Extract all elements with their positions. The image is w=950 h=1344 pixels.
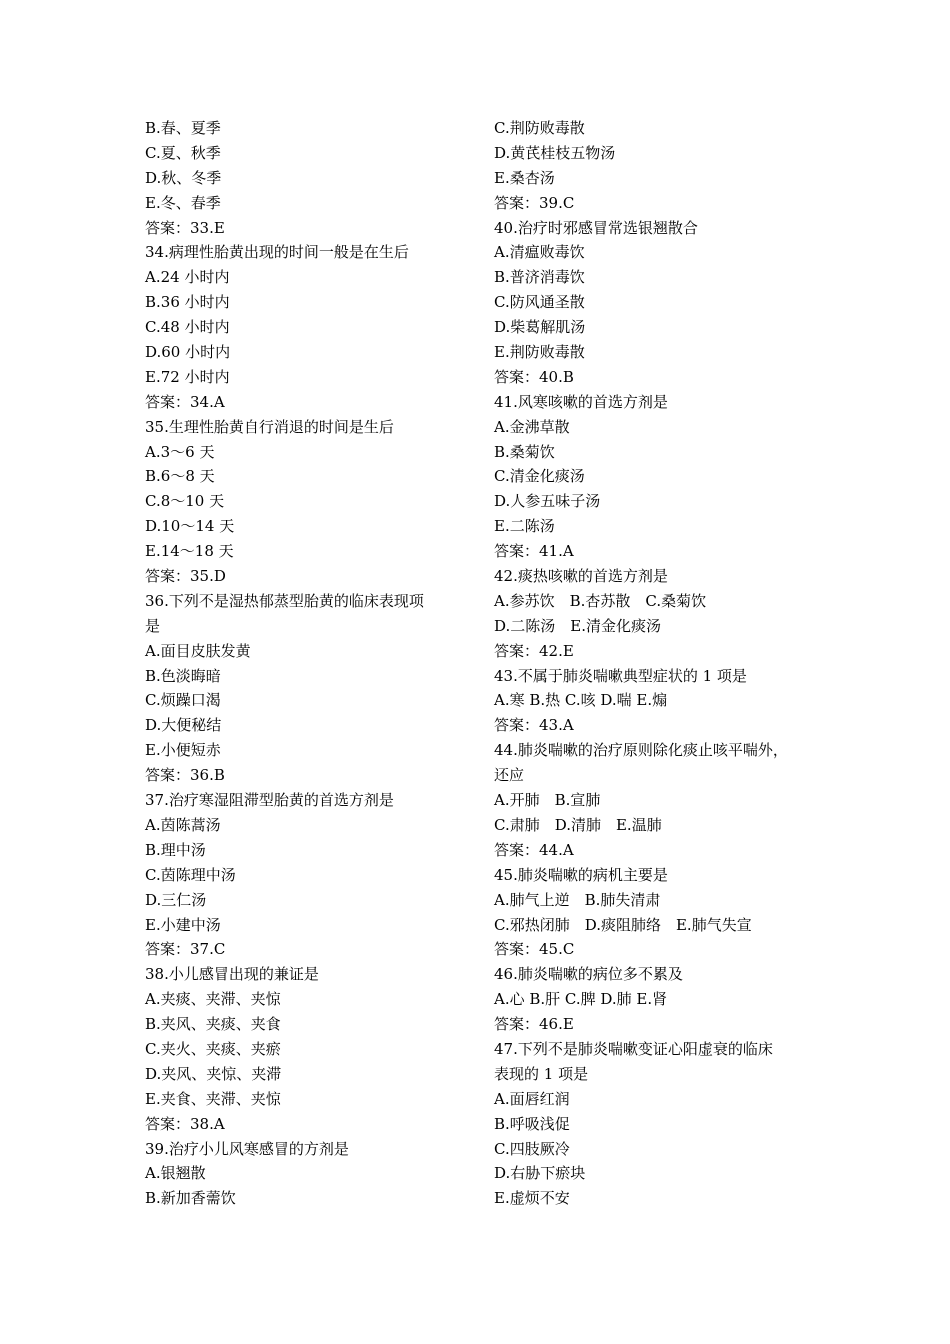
text-line: A.肺气上逆 B.肺失清肃	[494, 890, 661, 909]
left-column	[145, 116, 475, 1211]
text-line: A.3～6 天	[145, 442, 215, 461]
text-line: B.36 小时内	[145, 293, 230, 312]
text-line: E.虚烦不安	[494, 1189, 570, 1208]
text-line: E.夹食、夹滞、夹惊	[145, 1089, 281, 1108]
text-line: C.夏、秋季	[145, 143, 221, 162]
text-line: A.开肺 B.宣肺	[494, 791, 601, 810]
text-line: B.新加香薷饮	[145, 1189, 236, 1208]
text-line: B.呼吸浅促	[494, 1114, 570, 1133]
text-line: E.二陈汤	[494, 517, 555, 536]
text-line: C.四肢厥冷	[494, 1139, 570, 1158]
text-line: E.小便短赤	[145, 741, 221, 760]
text-line: C.邪热闭肺 D.痰阻肺络 E.肺气失宣	[494, 915, 752, 934]
text-line: E.小建中汤	[145, 915, 221, 934]
question-line: 44.肺炎喘嗽的治疗原则除化痰止咳平喘外，	[494, 741, 788, 760]
text-line: C.清金化痰汤	[494, 467, 585, 486]
text-line: A.夹痰、夹滞、夹惊	[145, 990, 281, 1009]
text-line: C.烦躁口渴	[145, 691, 221, 710]
text-line: D.人参五味子汤	[494, 492, 601, 511]
text-line: A.面目皮肤发黄	[145, 641, 251, 660]
question-line: 43.不属于肺炎喘嗽典型症状的 1 项是	[494, 666, 747, 685]
question-line: 35.生理性胎黄自行消退的时间是生后	[145, 417, 394, 436]
text-line: B.桑菊饮	[494, 442, 555, 461]
answer-line: 答案：44.A	[494, 840, 574, 859]
question-line: 47.下列不是肺炎喘嗽变证心阳虚衰的临床	[494, 1039, 773, 1058]
text-line: B.夹风、夹痰、夹食	[145, 1015, 281, 1034]
text-line: E.桑杏汤	[494, 168, 555, 187]
text-line: B.色淡晦暗	[145, 666, 221, 685]
answer-line: 答案：41.A	[494, 542, 574, 561]
text-line: B.普济消毒饮	[494, 268, 585, 287]
text-line: D.10～14 天	[145, 517, 235, 536]
text-line: C.荆防败毒散	[494, 119, 585, 137]
text-line: A.参苏饮 B.杏苏散 C.桑菊饮	[494, 591, 707, 610]
answer-line: 答案：38.A	[145, 1114, 225, 1133]
text-line: E.冬、春季	[145, 193, 221, 212]
text-line: D.夹风、夹惊、夹滞	[145, 1064, 282, 1083]
question-line: 41.风寒咳嗽的首选方剂是	[494, 392, 668, 411]
text-line: A.24 小时内	[145, 268, 230, 287]
text-line: D.柴葛解肌汤	[494, 318, 586, 337]
answer-line: 答案：36.B	[145, 766, 225, 785]
question-line: 38.小儿感冒出现的兼证是	[145, 965, 319, 984]
text-line: B.春、夏季	[145, 119, 221, 137]
answer-line: 答案：39.C	[494, 193, 575, 212]
text-line: D.60 小时内	[145, 343, 231, 362]
answer-line: 答案：40.B	[494, 367, 574, 386]
answer-line: 答案：46.E	[494, 1015, 574, 1034]
text-line: C.茵陈理中汤	[145, 865, 236, 884]
text-line: A.面唇红润	[494, 1089, 570, 1108]
text-line: A.银翘散	[145, 1164, 206, 1183]
text-line: C.8～10 天	[145, 492, 225, 511]
text-line: A.茵陈蒿汤	[145, 815, 221, 834]
text-line: D.三仁汤	[145, 890, 207, 909]
question-line: 表现的 1 项是	[494, 1064, 589, 1083]
text-line: C.肃肺 D.清肺 E.温肺	[494, 815, 662, 834]
text-line: A.心 B.肝 C.脾 D.肺 E.肾	[494, 990, 668, 1009]
question-line: 45.肺炎喘嗽的病机主要是	[494, 865, 668, 884]
text-line: D.秋、冬季	[145, 168, 222, 187]
text-line: A.清瘟败毒饮	[494, 243, 585, 262]
text-line: B.6～8 天	[145, 467, 215, 486]
question-line: 36.下列不是湿热郁蒸型胎黄的临床表现项	[145, 591, 424, 610]
text-line: E.14～18 天	[145, 542, 234, 561]
answer-line: 答案：34.A	[145, 392, 225, 411]
question-line: 37.治疗寒湿阻滞型胎黄的首选方剂是	[145, 791, 394, 810]
answer-line: 答案：33.E	[145, 218, 225, 237]
answer-line: 答案：45.C	[494, 940, 575, 959]
question-line: 34.病理性胎黄出现的时间一般是在生后	[145, 243, 409, 262]
text-line: B.理中汤	[145, 840, 206, 859]
answer-line: 答案：43.A	[494, 716, 574, 735]
question-line: 46.肺炎喘嗽的病位多不累及	[494, 965, 683, 984]
right-column	[494, 116, 824, 1211]
text-line: C.48 小时内	[145, 318, 230, 337]
text-line: E.72 小时内	[145, 367, 230, 386]
question-line: 40.治疗时邪感冒常选银翘散合	[494, 218, 698, 237]
answer-line: 答案：42.E	[494, 641, 574, 660]
text-line: C.夹火、夹痰、夹瘀	[145, 1039, 281, 1058]
text-line: D.黄芪桂枝五物汤	[494, 143, 616, 162]
question-line: 39.治疗小儿风寒感冒的方剂是	[145, 1139, 349, 1158]
question-line: 42.痰热咳嗽的首选方剂是	[494, 567, 668, 586]
text-line: A.寒 B.热 C.咳 D.喘 E.煽	[494, 691, 668, 710]
text-line: D.右胁下瘀块	[494, 1164, 586, 1183]
text-line: A.金沸草散	[494, 417, 570, 436]
text-line: D.二陈汤 E.清金化痰汤	[494, 616, 661, 635]
answer-line: 答案：35.D	[145, 567, 226, 586]
text-line: C.防风通圣散	[494, 293, 585, 312]
text-line: D.大便秘结	[145, 716, 222, 735]
question-line: 是	[145, 616, 161, 635]
answer-line: 答案：37.C	[145, 940, 226, 959]
text-line: E.荆防败毒散	[494, 343, 585, 362]
question-line: 还应	[494, 766, 525, 785]
